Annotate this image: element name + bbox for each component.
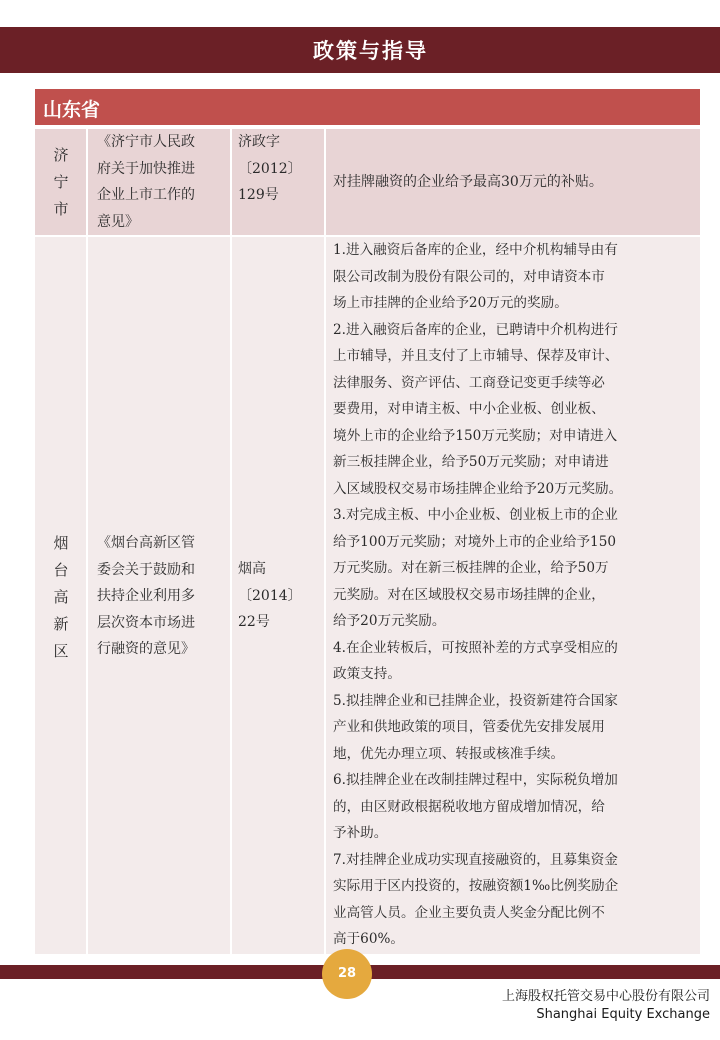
- doc-number-line: 烟高: [238, 561, 266, 577]
- column-divider: [324, 237, 326, 954]
- doc-number-line: 济政字: [238, 134, 280, 150]
- city-char: 烟: [53, 534, 69, 552]
- document-line: 《济宁市人民政: [97, 134, 195, 150]
- document-line: 层次资本市场进: [97, 614, 195, 631]
- policy-line: 5.拟挂牌企业和已挂牌企业，投资新建符合国家: [333, 692, 618, 709]
- table-row: [35, 129, 700, 235]
- column-divider: [230, 129, 232, 235]
- policy-cell: [333, 169, 695, 196]
- policy-line: 政策支持。: [333, 666, 401, 682]
- document-line: 委会关于鼓励和: [97, 561, 195, 578]
- city-cell: [51, 530, 71, 665]
- policy-line: 给予20万元奖励。: [333, 613, 446, 629]
- policy-line: 实际用于区内投资的，按融资额1‰比例奖励企: [333, 878, 619, 894]
- column-divider: [230, 237, 232, 954]
- company-name-en: Shanghai Equity Exchange: [536, 1007, 710, 1022]
- policy-line: 入区域股权交易市场挂牌企业给予20万元奖励。: [333, 480, 623, 497]
- policy-line: 新三板挂牌企业，给予50万元奖励；对申请进: [333, 454, 609, 470]
- policy-line: 元奖励。对在区域股权交易市场挂牌的企业，: [333, 586, 605, 603]
- policy-line: 3.对完成主板、中小企业板、创业板上市的企业: [333, 507, 618, 523]
- city-cell: [51, 142, 71, 223]
- city-char: 济: [53, 146, 69, 164]
- company-name-cn: 上海股权托管交易中心股份有限公司: [501, 989, 710, 1004]
- document-line: 府关于加快推进: [97, 160, 195, 177]
- document-line: 企业上市工作的: [97, 187, 195, 203]
- city-char: 台: [53, 561, 69, 579]
- column-divider: [86, 237, 88, 954]
- doc-number-line: 〔2012〕: [238, 160, 302, 177]
- footer-company: [502, 988, 710, 1024]
- policy-line: 地，优先办理立项、转报或核准手续。: [333, 745, 565, 762]
- header-banner: [0, 27, 720, 73]
- policy-line: 要费用，对申请主板、中小企业板、创业板、: [333, 401, 605, 417]
- policy-line: 4.在企业转板后，可按照补差的方式享受相应的: [333, 639, 618, 656]
- document-cell: [97, 530, 229, 663]
- policy-line: 高于60%。: [333, 931, 404, 947]
- column-divider: [86, 129, 88, 235]
- document-line: 意见》: [97, 213, 139, 230]
- policy-cell: [333, 237, 699, 953]
- policy-line: 7.对挂牌企业成功实现直接融资的，且募集资金: [333, 851, 618, 868]
- doc-number-line: 129号: [238, 187, 279, 203]
- policy-line: 给予100万元奖励；对境外上市的企业给予150: [333, 533, 616, 550]
- city-char: 宁: [53, 173, 69, 191]
- policy-line: 法律服务、资产评估、工商登记变更手续等必: [333, 374, 605, 391]
- document-line: 《烟台高新区管: [97, 535, 195, 551]
- city-char: 高: [53, 588, 69, 606]
- city-char: 市: [53, 200, 69, 218]
- policy-line: 上市辅导，并且支付了上市辅导、保荐及审计、: [333, 348, 619, 364]
- policy-line: 限公司改制为股份有限公司的，对申请资本市: [333, 268, 605, 285]
- policy-line: 2.进入融资后备库的企业，已聘请中介机构进行: [333, 321, 618, 338]
- table-row: [35, 237, 700, 954]
- policy-line: 场上市挂牌的企业给予20万元的奖励。: [333, 295, 568, 311]
- document-line: 扶持企业利用多: [97, 588, 195, 604]
- city-char: 新: [53, 615, 69, 633]
- policy-line: 予补助。: [333, 825, 388, 841]
- page-title: 政策与指导: [313, 39, 428, 63]
- policy-line: 万元奖励。对在新三板挂牌的企业，给予50万: [333, 560, 609, 576]
- page-number: 28: [322, 949, 372, 999]
- doc-number-cell: [238, 556, 322, 636]
- province-label: 山东省: [43, 99, 101, 121]
- policy-line: 对挂牌融资的企业给予最高30万元的补贴。: [333, 174, 603, 190]
- doc-number-cell: [238, 129, 322, 209]
- city-char: 区: [53, 642, 69, 660]
- policy-line: 的，由区财政根据税收地方留成增加情况，给: [333, 798, 605, 815]
- column-divider: [324, 129, 326, 235]
- policy-line: 境外上市的企业给予150万元奖励；对申请进入: [333, 427, 618, 444]
- policy-line: 产业和供地政策的项目，管委优先安排发展用: [333, 719, 605, 735]
- document-line: 行融资的意见》: [97, 641, 195, 657]
- doc-number-line: 22号: [238, 614, 270, 630]
- policy-line: 1.进入融资后备库的企业，经中介机构辅导由有: [333, 242, 618, 258]
- policy-line: 业高管人员。企业主要负责人奖金分配比例不: [333, 904, 605, 921]
- province-header: [35, 89, 700, 125]
- doc-number-line: 〔2014〕: [238, 587, 302, 604]
- policy-line: 6.拟挂牌企业在改制挂牌过程中，实际税负增加: [333, 772, 618, 788]
- document-cell: [97, 129, 229, 235]
